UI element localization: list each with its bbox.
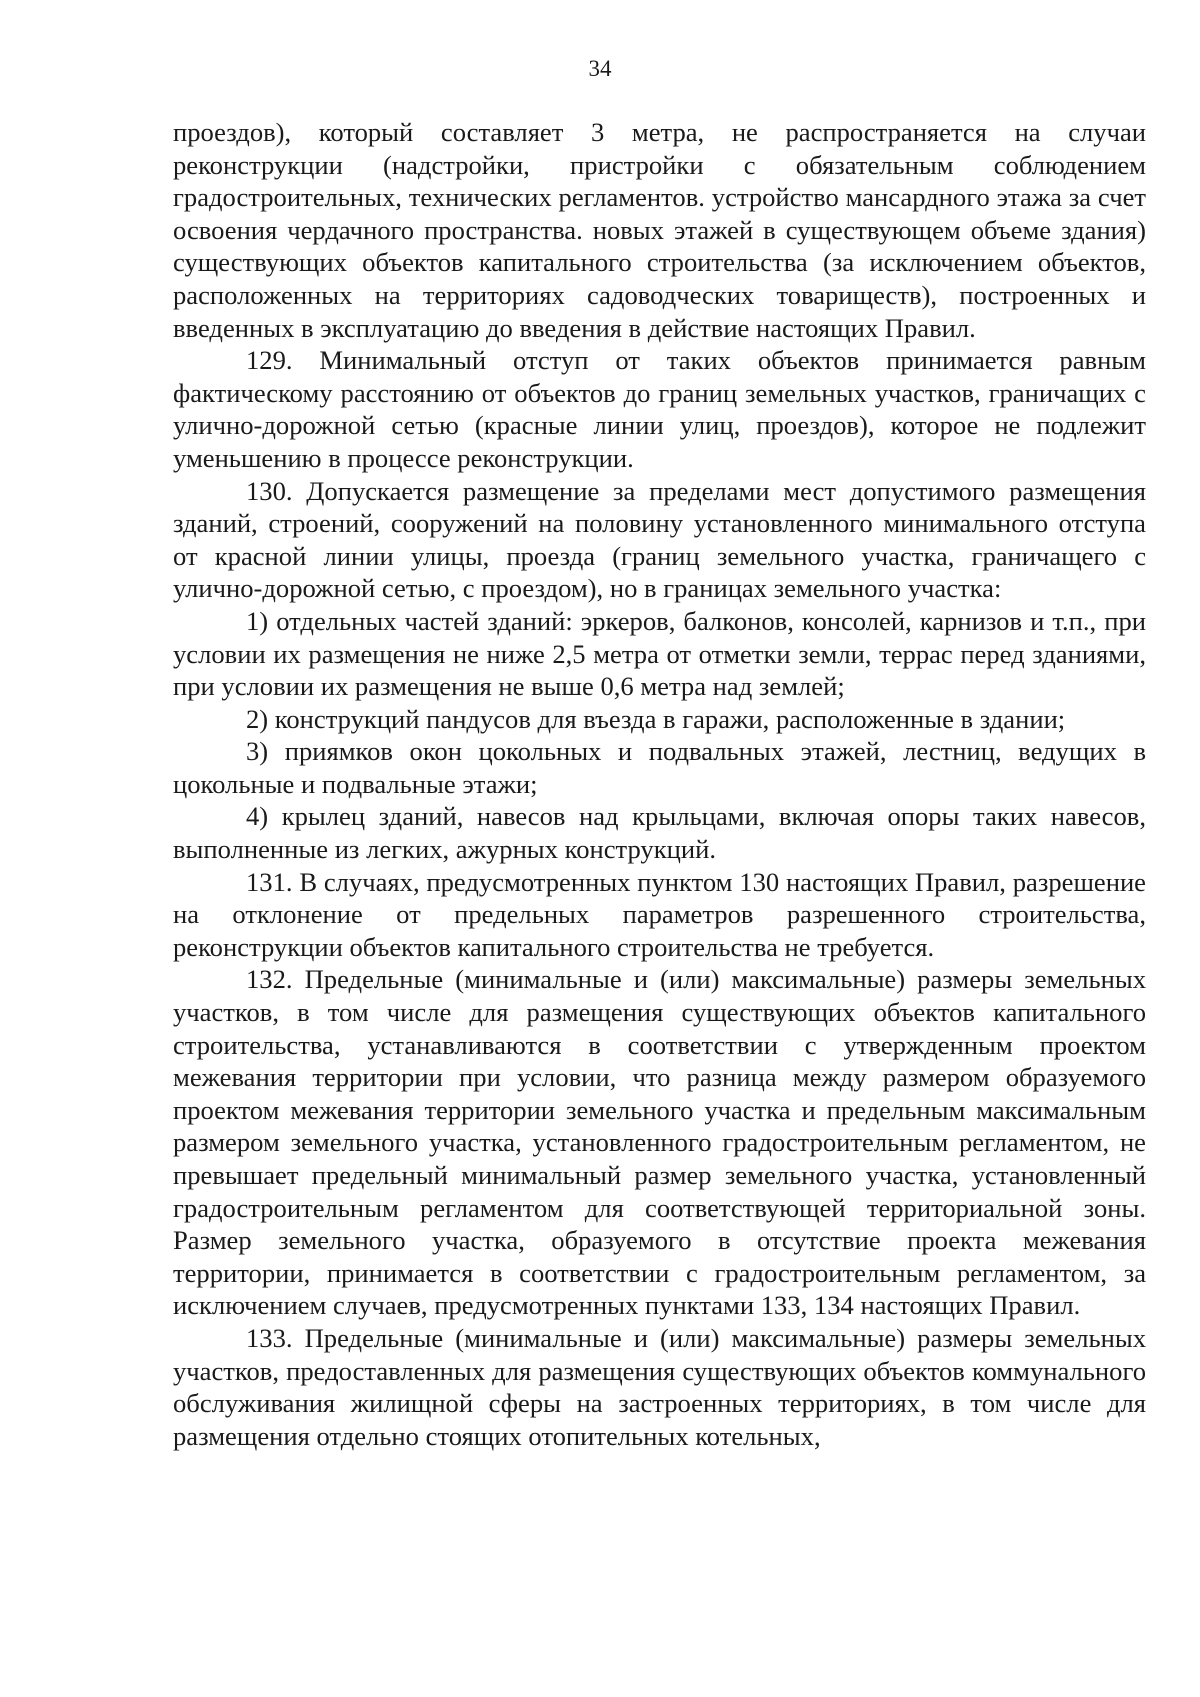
paragraph-132: 132. Предельные (минимальные и (или) максимальные) размеры земельных участков, в том числе для размещения существующих объектов капитального строительства, устанавливаются в соответствии с утвержденным проектом межевания территории при условии, что разница между размером образуемого проектом межевания территории земельного участка и предельным максимальным размером земельного участка, установленного градостроительным регламентом, не превышает предельный минимальный размер земельного участка, установленный градостроительным регламентом для соответствующей территориальной зоны. Размер земельного участка, образуемого в отсутствие проекта межевания территории, принимается в соответствии с градостроительным регламентом, за исключением случаев, предусмотренных пунктами 133, 134 настоящих Правил. bbox=[173, 964, 1146, 1321]
list-item-130-4: 4) крылец зданий, навесов над крыльцами, включая опоры таких навесов, выполненные из легких, ажурных конструкций. bbox=[173, 801, 1146, 865]
page-number: 34 bbox=[588, 56, 612, 81]
list-item-130-3: 3) приямков окон цокольных и подвальных этажей, лестниц, ведущих в цокольные и подвальные этажи; bbox=[173, 736, 1146, 799]
paragraph-continuation: проездов), который составляет 3 метра, не распространяется на случаи реконструкции (надстройки, пристройки с обязательным соблюдением градостроительных, технических регламентов. устройство мансардного этажа за счет освоения чердачного пространства. новых этажей в существующем объеме здания) существующих объектов капитального строительства (за исключением объектов, расположенных на территориях садоводческих товариществ), построенных и введенных в эксплуатацию до введения в действие настоящих Правил. bbox=[173, 117, 1146, 343]
paragraph-130: 130. Допускается размещение за пределами мест допустимого размещения зданий, строений, сооружений на половину установленного минимального отступа от красной линии улицы, проезда (границ земельного участка, граничащего с улично-дорожной сетью, с проездом), но в границах земельного участка: bbox=[173, 475, 1146, 604]
document-body bbox=[173, 116, 1146, 1452]
paragraph-131: 131. В случаях, предусмотренных пунктом 130 настоящих Правил, разрешение на отклонение от предельных параметров разрешенного строительства, реконструкции объектов капитального строительства не требуется. bbox=[173, 866, 1146, 962]
paragraph-129: 129. Минимальный отступ от таких объектов принимается равным фактическому расстоянию от объектов до границ земельных участков, граничащих с улично-дорожной сетью (красные линии улиц, проездов), которое не подлежит уменьшению в процессе реконструкции. bbox=[173, 345, 1146, 473]
list-item-130-2: 2) конструкций пандусов для въезда в гаражи, расположенные в здании; bbox=[246, 703, 1066, 734]
paragraph-133: 133. Предельные (минимальные и (или) максимальные) размеры земельных участков, предоставленных для размещения существующих объектов коммунального обслуживания жилищной сферы на застроенных территориях, в том числе для размещения отдельно стоящих отопительных котельных, bbox=[173, 1322, 1146, 1451]
list-item-130-1: 1) отдельных частей зданий: эркеров, балконов, консолей, карнизов и т.п., при условии их размещения не ниже 2,5 метра от отметки земли, террас перед зданиями, при условии их размещения не выше 0,6 метра над землей; bbox=[173, 605, 1146, 702]
